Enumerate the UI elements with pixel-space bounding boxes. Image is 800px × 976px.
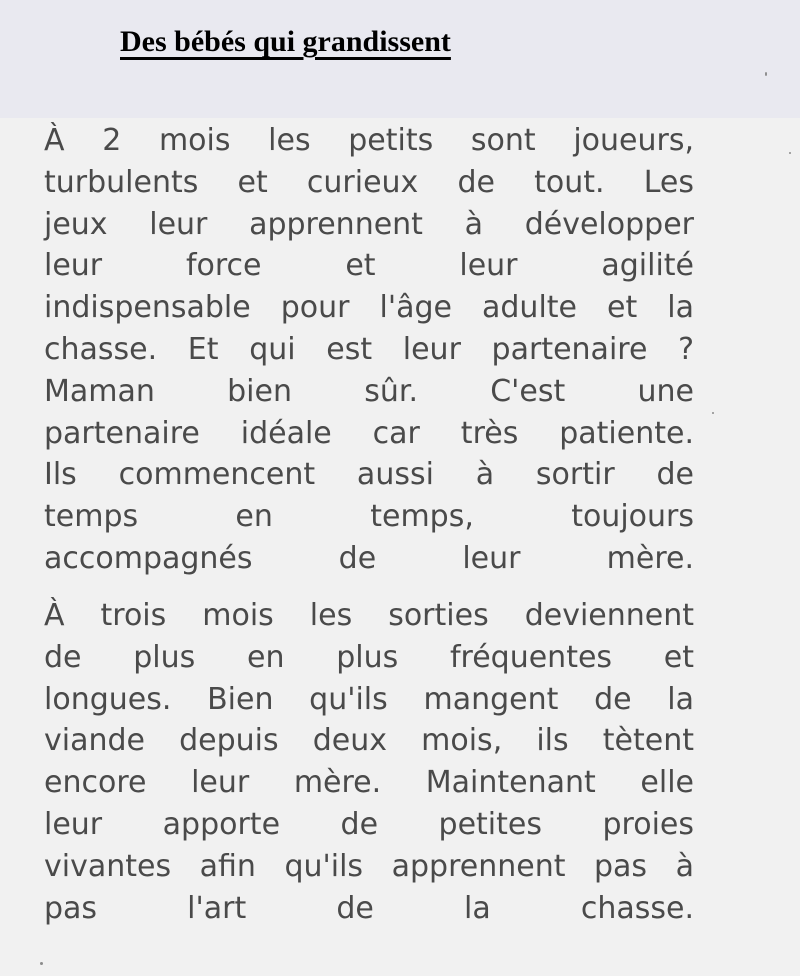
scan-speck (712, 412, 714, 414)
text-line: pas l'art de la chasse. (44, 890, 694, 926)
page-title: Des bébés qui grandissent (120, 25, 451, 58)
text-line: Maman bien sûr. C'est une (44, 373, 694, 409)
text-line: vivantes afin qu'ils apprennent pas à (44, 848, 694, 884)
text-line: partenaire idéale car très patiente. (44, 415, 694, 451)
text-line: de plus en plus fréquentes et (44, 639, 694, 675)
title-band (0, 0, 800, 118)
text-line: leur force et leur agilité (44, 248, 694, 284)
text-line: jeux leur apprennent à développer (44, 206, 694, 242)
text-line: Ils commencent aussi à sortir de (44, 457, 694, 493)
text-line: turbulents et curieux de tout. Les (44, 164, 694, 200)
scan-speck (765, 72, 767, 76)
text-line: longues. Bien qu'ils mangent de la (44, 681, 694, 717)
text-line: À trois mois les sorties deviennent (44, 598, 694, 633)
text-line: encore leur mère. Maintenant elle (44, 765, 694, 801)
paragraph-2 (44, 595, 694, 929)
scan-speck (40, 962, 43, 965)
scan-speck (789, 152, 791, 154)
text-line: À 2 mois les petits sont joueurs, (44, 123, 694, 158)
text-line: leur apporte de petites proies (44, 806, 694, 842)
text-line: chasse. Et qui est leur partenaire ? (44, 331, 694, 367)
text-line: temps en temps, toujours (44, 499, 694, 535)
text-line: accompagnés de leur mère. (44, 540, 694, 576)
paragraph-1 (44, 120, 694, 580)
text-line: viande depuis deux mois, ils tètent (44, 723, 694, 759)
text-line: indispensable pour l'âge adulte et la (44, 290, 694, 326)
